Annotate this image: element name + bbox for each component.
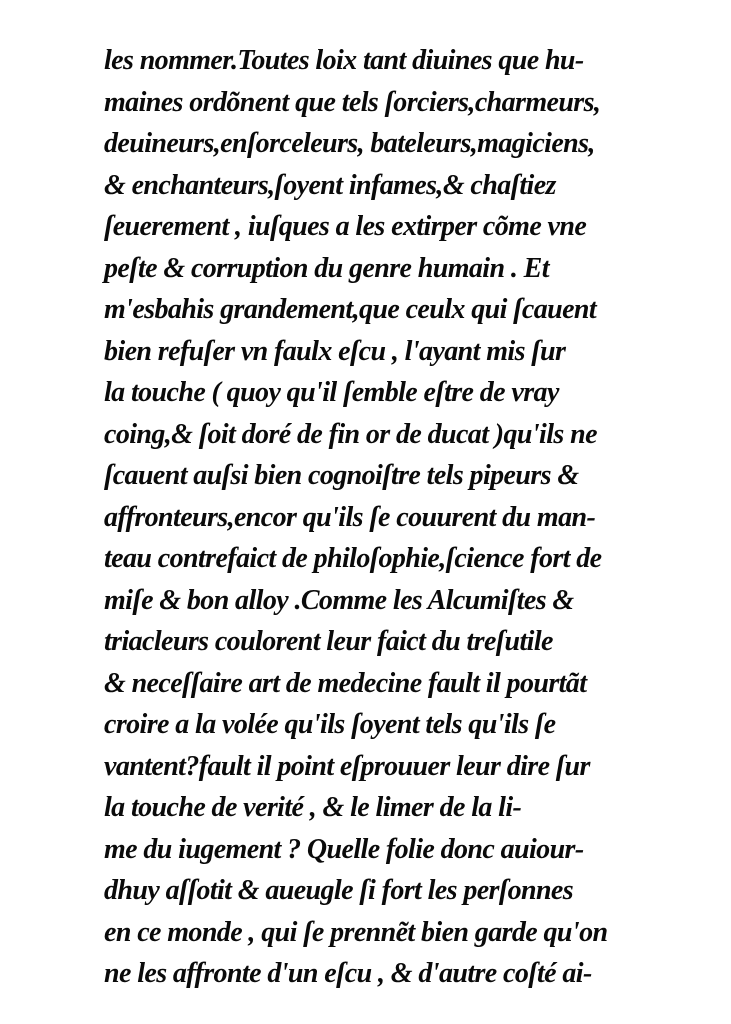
text-line: les nommer.Toutes loix tant diuines que hu-	[104, 45, 584, 76]
text-line: teau contrefaict de philoſophie,ſcience fort de	[104, 543, 602, 574]
text-line: triacleurs coulorent leur faict du treſutile	[104, 626, 553, 657]
text-line: deuineurs,enſorceleurs, bateleurs,magiciens,	[104, 128, 595, 159]
text-line: croire a la volée qu'ils ſoyent tels qu'ils ſe	[104, 709, 556, 740]
text-line: peſte & corruption du genre humain . Et	[104, 252, 549, 284]
text-line: coing,& ſoit doré de fin or de ducat )qu'ils ne	[104, 418, 597, 450]
text-line: ne les affronte d'un eſcu , & d'autre coſté ai-	[104, 958, 592, 989]
text-line: miſe & bon alloy .Comme les Alcumiſtes &	[104, 584, 574, 616]
text-block	[104, 40, 644, 995]
text-line: m'esbahis grandement,que ceulx qui ſcauent	[104, 294, 597, 325]
text-line: ſcauent auſsi bien cognoiſtre tels pipeurs &	[104, 460, 579, 491]
text-line: vantent?fault il point eſprouuer leur dire ſur	[104, 750, 590, 782]
text-line: bien refuſer vn faulx eſcu , l'ayant mis ſur	[104, 335, 566, 367]
text-line: maines ordõnent que tels ſorciers,charmeurs,	[104, 86, 601, 118]
text-line: dhuy aſſotit & aueugle ſi fort les perſonnes	[104, 875, 574, 906]
text-line: & neceſſaire art de medecine fault il pourtãt	[104, 667, 587, 699]
text-line: ſeuerement , iuſques a les extirper cõme vne	[104, 211, 587, 242]
text-line: affronteurs,encor qu'ils ſe couurent du man-	[104, 501, 596, 533]
text-line: & enchanteurs,ſoyent infames,& chaſtiez	[104, 169, 556, 201]
text-line: en ce monde , qui ſe prennẽt bien garde qu'on	[104, 916, 608, 948]
text-line: me du iugement ? Quelle folie donc auiour-	[104, 833, 584, 865]
text-line: la touche ( quoy qu'il ſemble eſtre de vray	[104, 377, 559, 408]
text-line: la touche de verité , & le limer de la li-	[104, 792, 522, 823]
